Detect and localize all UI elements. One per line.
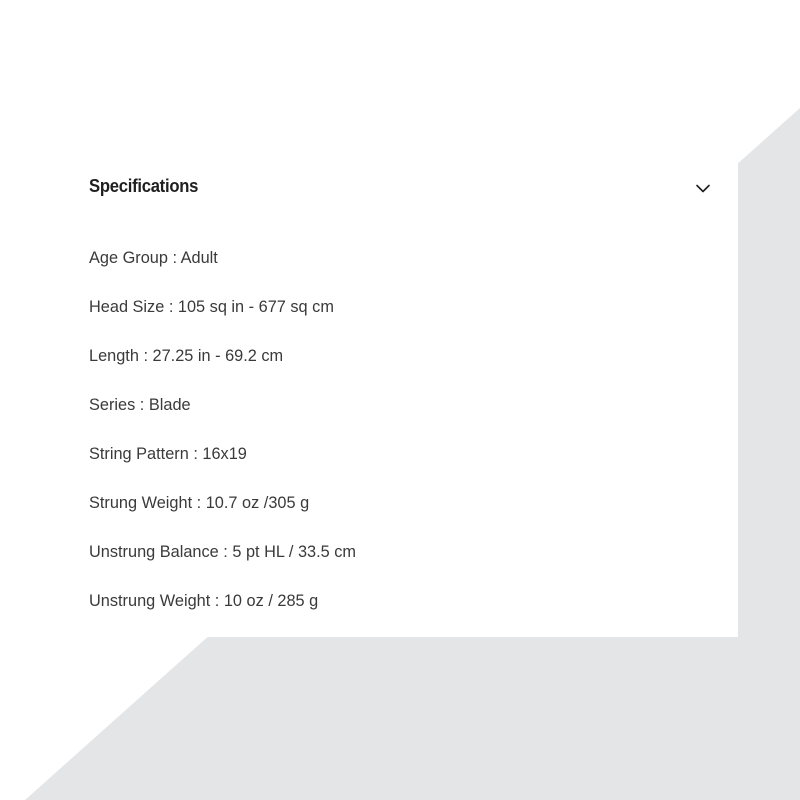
spec-string-pattern: String Pattern : 16x19 — [89, 444, 247, 463]
spec-unstrung-balance: Unstrung Balance : 5 pt HL / 33.5 cm — [89, 542, 357, 561]
spec-head-size: Head Size : 105 sq in - 677 sq cm — [89, 297, 334, 316]
specifications-toggle[interactable] — [89, 170, 713, 206]
specifications-list — [89, 244, 367, 636]
chevron-down-icon[interactable] — [693, 179, 713, 199]
spec-age-group: Age Group : Adult — [89, 248, 218, 267]
specifications-title: Specifications — [89, 175, 199, 196]
spec-length: Length : 27.25 in - 69.2 cm — [89, 346, 284, 365]
spec-unstrung-weight: Unstrung Weight : 10 oz / 285 g — [89, 591, 319, 610]
spec-strung-weight: Strung Weight : 10.7 oz /305 g — [89, 493, 310, 512]
spec-series: Series : Blade — [89, 395, 191, 414]
